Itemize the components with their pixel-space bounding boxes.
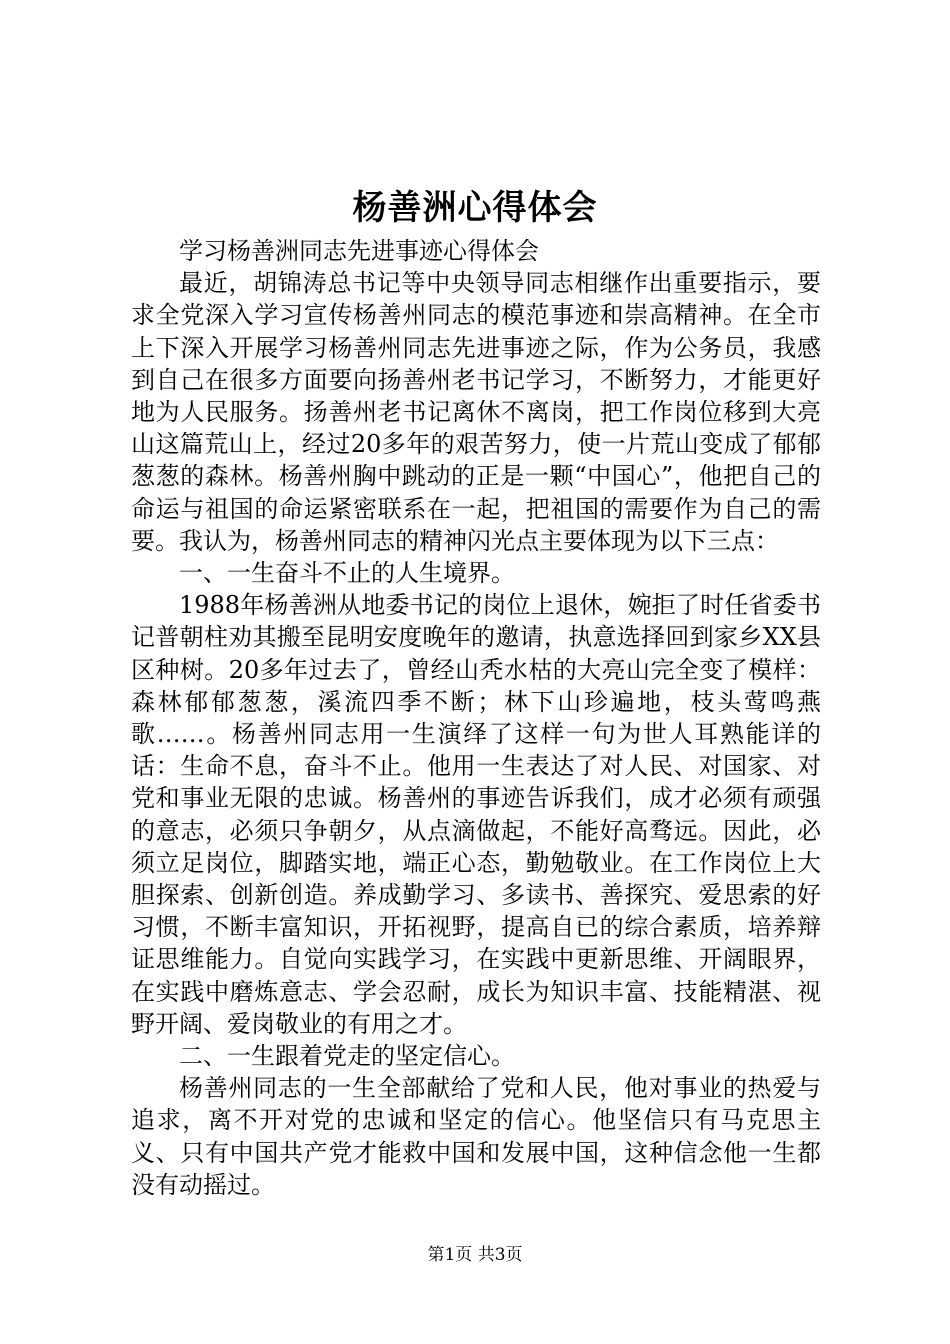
document-body [131,235,821,1201]
section-heading: 一、一生奋斗不止的人生境界。 [179,559,515,588]
page-footer: 第1页 共3页 [427,1245,523,1265]
document-title: 杨善洲心得体会 [352,188,598,228]
body-paragraph: 最近，胡锦涛总书记等中央领导同志相继作出重要指示，要求全党深入学习宣传杨善州同志的模范事迹和崇高精神。在全市上下深入开展学习杨善州同志先进事迹之际，作为公务员，我感到自己在很多方面要向扬善州老书记学习，不断努力，才能更好地为人民服务。扬善州老书记离休不离岗，把工作岗位移到大亮山这篇荒山上，经过20多年的艰苦努力，使一片荒山变成了郁郁葱葱的森林。杨善州胸中跳动的正是一颗“中国心”，他把自己的命运与祖国的命运紧密联系在一起，把祖国的需要作为自己的需要。我认为，杨善州同志的精神闪光点主要体现为以下三点： [131,269,821,555]
section-heading: 二、一生跟着党走的坚定信心。 [179,1042,515,1071]
subtitle-paragraph: 学习杨善洲同志先进事迹心得体会 [179,237,539,265]
body-paragraph: 杨善州同志的一生全部献给了党和人民，他对事业的热爱与追求，离不开对党的忠诚和坚定的信心。他坚信只有马克思主义、只有中国共产党才能救中国和发展中国，这种信念他一生都没有动摇过。 [131,1074,821,1199]
body-paragraph: 1988年杨善洲从地委书记的岗位上退休，婉拒了时任省委书记普朝柱劝其搬至昆明安度晚年的邀请，执意选择回到家乡XX县区种树。20多年过去了，曾经山秃水枯的大亮山完全变了模样：森林郁郁葱葱，溪流四季不断；林下山珍遍地，枝头莺鸣燕歌……。杨善州同志用一生演绎了这样一句为世人耳熟能详的话：生命不息，奋斗不止。他用一生表达了对人民、对国家、对党和事业无限的忠诚。杨善州的事迹告诉我们，成才必须有顽强的意志，必须只争朝夕，从点滴做起，不能好高骛远。因此，必须立足岗位，脚踏实地，端正心态，勤勉敬业。在工作岗位上大胆探索、创新创造。养成勤学习、多读书、善探究、爱思索的好习惯，不断丰富知识，开拓视野，提高自已的综合素质，培养辩证思维能力。自觉向实践学习，在实践中更新思维、开阔眼界，在实践中磨炼意志、学会忍耐，成长为知识丰富、技能精湛、视野开阔、爱岗敬业的有用之才。 [131,591,821,1038]
